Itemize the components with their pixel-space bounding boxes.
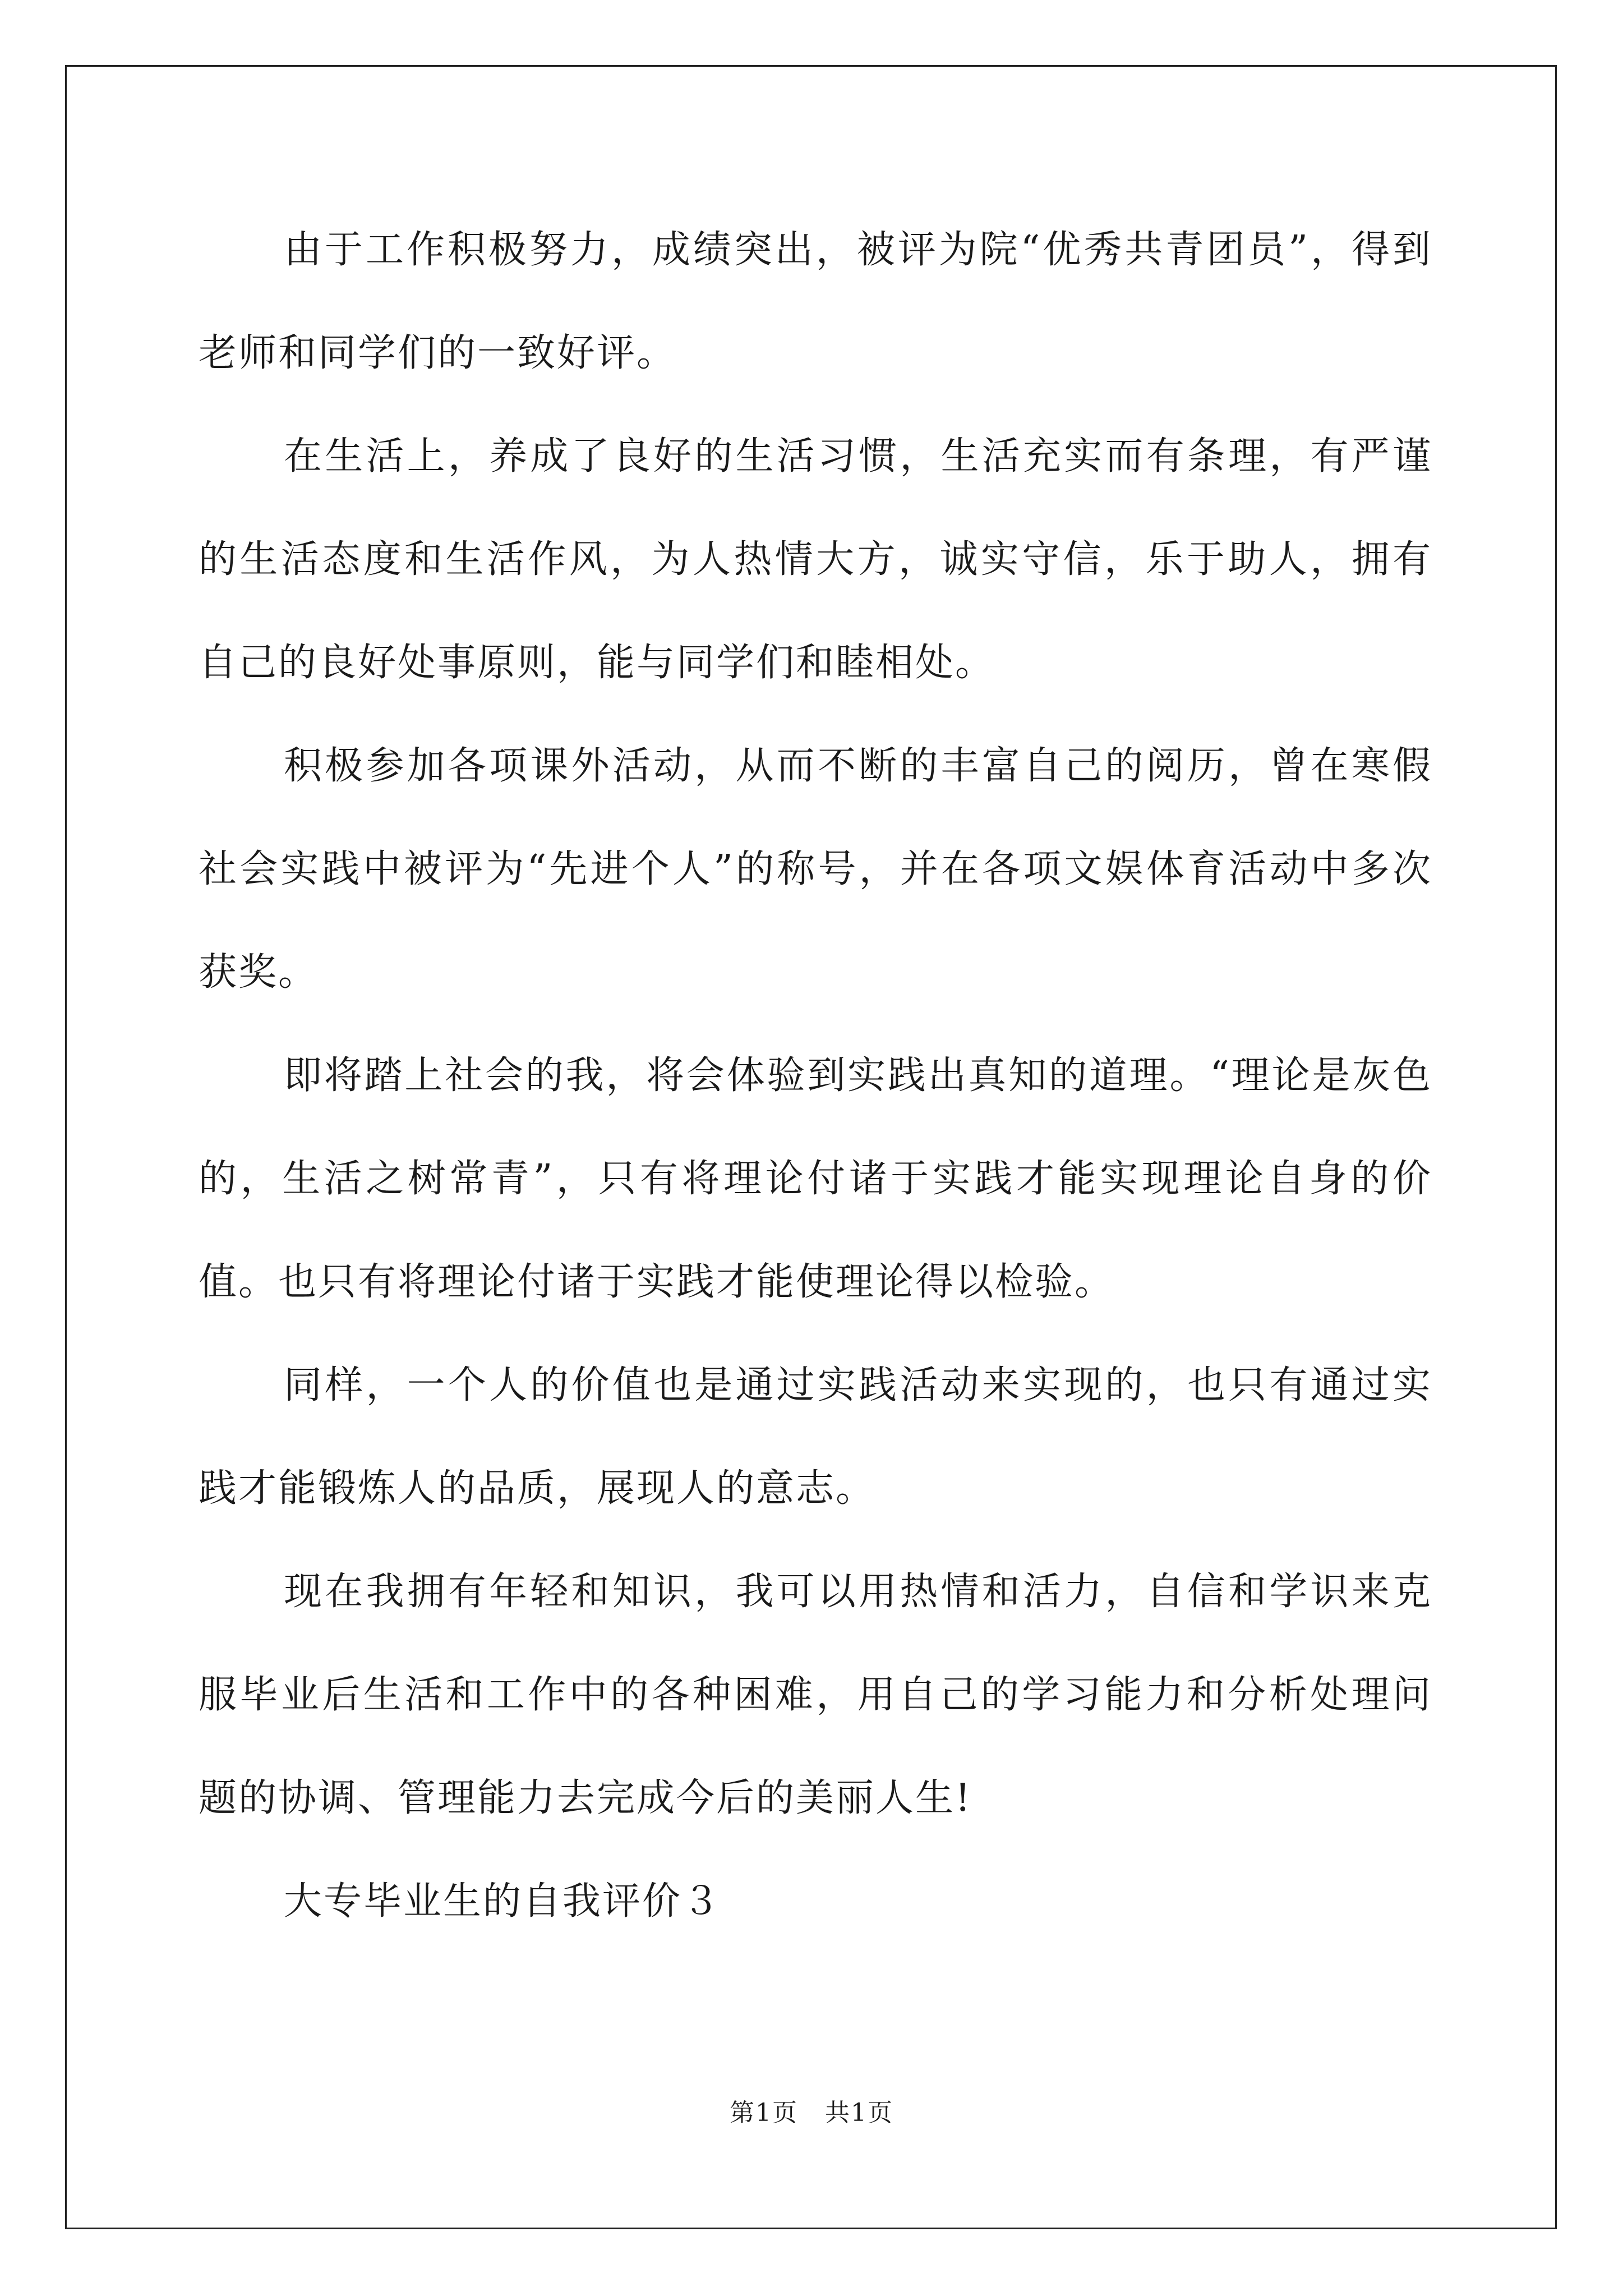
document-body <box>199 199 1432 1953</box>
paragraph-6: 现在我拥有年轻和知识，我可以用热情和活力，自信和学识来克服毕业后生活和工作中的各种困难，用自己的学习能力和分析处理问题的协调、管理能力去完成今后的美丽人生! <box>199 1570 1432 1820</box>
paragraph-1: 由于工作积极努力，成绩突出，被评为院“优秀共青团员”，得到老师和同学们的一致好评。 <box>199 228 1432 375</box>
paragraph-4: 即将踏上社会的我，将会体验到实践出真知的道理。“理论是灰色的，生活之树常青”，只有将理论付诸于实践才能实现理论自身的价值。也只有将理论付诸于实践才能使理论得以检验。 <box>199 1053 1432 1304</box>
paragraph-5: 同样，一个人的价值也是通过实践活动来实现的，也只有通过实践才能锻炼人的品质，展现人的意志。 <box>199 1363 1432 1511</box>
page-number-footer: 第1页 共1页 <box>730 2099 893 2127</box>
paragraph-3: 积极参加各项课外活动，从而不断的丰富自己的阅历，曾在寒假社会实践中被评为“先进个人”的称号，并在各项文娱体育活动中多次获奖。 <box>199 744 1432 995</box>
section-heading: 大专毕业生的自我评价３ <box>284 1879 722 1924</box>
paragraph-2: 在生活上，养成了良好的生活习惯，生活充实而有条理，有严谨的生活态度和生活作风，为人热情大方，诚实守信，乐于助人，拥有自己的良好处事原则，能与同学们和睦相处。 <box>199 434 1432 685</box>
